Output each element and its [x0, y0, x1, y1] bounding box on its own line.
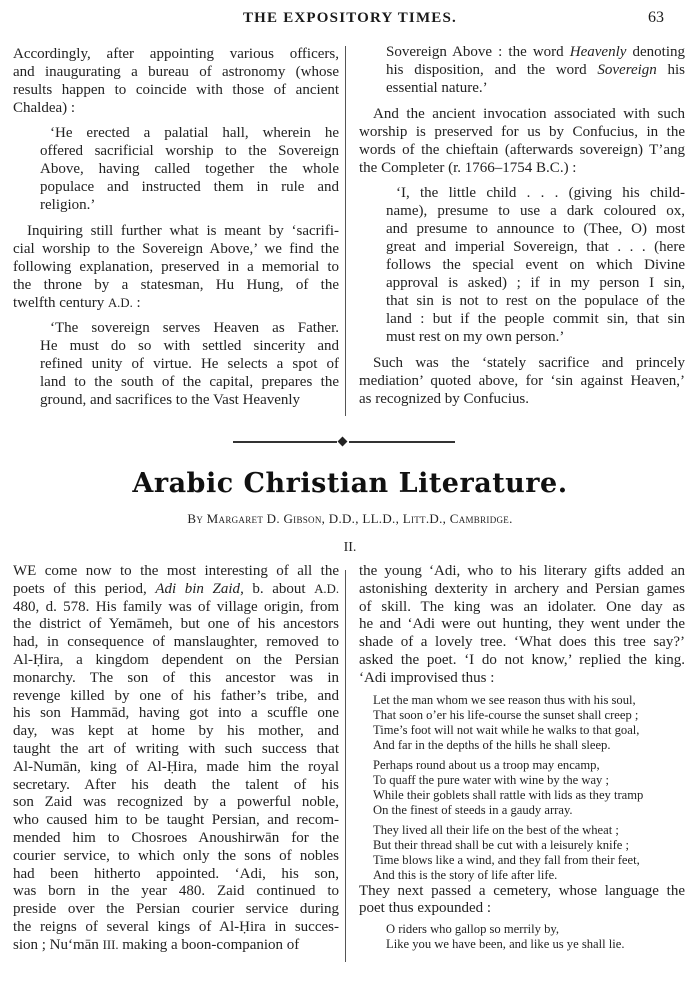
paragraph — [359, 354, 685, 408]
text-line: offered sacrificial worship to the Sovereign — [40, 143, 339, 159]
text-line: He must do so with settled sincerity and — [40, 338, 339, 354]
text-line: that sin is not to rest on the populace of the — [386, 293, 685, 309]
verse-stanza — [359, 758, 685, 818]
text-line: ground, and sacrifices to the Vast Heavenly — [40, 392, 301, 408]
text-line: following explanation, preserved in a memorial to — [13, 259, 339, 275]
text-line: as recognized by Confucius. — [359, 391, 529, 407]
text-line: poet thus expounded : — [359, 900, 492, 917]
text-line: Al-Numān, king of Al-Ḥira, made him the royal — [13, 758, 339, 775]
text-line: religion.’ — [40, 197, 96, 213]
block-quote — [359, 184, 685, 346]
text-line: Accordingly, after appointing various officers, — [13, 46, 339, 62]
article-title: Arabic Christian Literature. — [132, 468, 568, 499]
text-line: of skill. The king was an idolater. One day as — [359, 598, 685, 615]
text-line: he and ‘Adi were out hunting, they went under the — [359, 616, 685, 633]
text-line: his son Hammād, having got into a scuffle one — [13, 705, 339, 722]
text-segment: Sovereign Above : the word — [386, 44, 570, 60]
text-line: And far in the depths of the hills he shall sleep. — [373, 737, 611, 752]
text-line: follows the special event on which Divine — [386, 257, 685, 273]
top-right-column — [359, 43, 685, 408]
paragraph — [359, 563, 685, 688]
text-line: populace and instructed them in rule and — [40, 179, 339, 195]
text-line: the Completer (r. 1766–1754 B.C.) : — [359, 160, 577, 176]
diamond-ornament-icon — [338, 437, 348, 447]
text-line: day, was kept at home by his mother, and — [13, 723, 339, 740]
text-line: They next passed a cemetery, whose language the — [359, 882, 685, 899]
text-line: While their goblets shall rattle with lids as they tramp — [373, 787, 644, 802]
text-line: the district of Yemāmeh, but one of his ancestors — [13, 616, 339, 633]
text-line: Time’s foot will not wait while he walks to that goal, — [373, 722, 640, 737]
section-divider — [233, 441, 455, 443]
block-quote — [13, 319, 339, 409]
text-line: Let the man whom we see reason thus with his soul, — [373, 692, 636, 707]
text-line — [13, 937, 339, 955]
text-line: was born in the year 480. Zaid continued to — [13, 883, 339, 900]
page-number: 63 — [648, 9, 664, 26]
text-line: Chaldea) : — [13, 100, 76, 116]
text-line: 480, d. 578. His family was of village origin, from — [13, 598, 339, 615]
text-line — [386, 43, 685, 61]
text-line: To quaff the pure water with wine by the way ; — [373, 772, 609, 787]
top-left-column — [13, 45, 339, 409]
text-line: must rest on my own person.’ — [386, 329, 565, 345]
text-line: the reigns of several kings of Al-Ḥira in succes- — [13, 918, 339, 935]
text-line: revenge killed by one of his father’s tribe, and — [13, 687, 339, 704]
text-segment: : — [132, 295, 141, 311]
text-line: essential nature.’ — [386, 80, 488, 96]
text-line: name), presume to use a dark coloured ox, — [386, 203, 685, 219]
verse-stanza — [359, 693, 685, 753]
paragraph — [13, 45, 339, 117]
text-segment: sion ; Nu‘mān — [13, 936, 103, 953]
verse-stanza — [359, 823, 685, 883]
paragraph — [13, 222, 339, 312]
text-segment: twelfth century — [13, 295, 108, 311]
bottom-right-column — [359, 563, 685, 952]
text-line: On the finest of steeds in a gaudy array. — [373, 802, 573, 817]
text-line: Al-Ḥira, a kingdom dependent on the Persian — [13, 651, 339, 668]
text-line: cial worship to the Sovereign Above,’ we find the — [13, 241, 339, 257]
text-line: Inquiring still further what is meant by ‘sacrifi- — [27, 223, 339, 239]
text-line: WE come now to the most interesting of all the — [13, 563, 339, 579]
italic-text: Adi bin Zaid — [155, 580, 241, 597]
text-line: And the ancient invocation associated with such — [373, 106, 685, 122]
text-line — [386, 61, 685, 79]
text-line: great and imperial Sovereign, that . . . (here — [386, 239, 685, 255]
text-line: They lived all their life on the best of the wheat ; — [373, 822, 619, 837]
text-line: had been hitherto appointed. ‘Adi, his son, — [13, 865, 339, 882]
text-segment: his — [656, 62, 685, 78]
italic-text: Heavenly — [569, 44, 627, 60]
text-line: the young ‘Adi, who to his literary gifts added an — [359, 563, 685, 579]
text-line: ‘I, the little child . . . (giving his child- — [396, 185, 685, 201]
text-line: secretary. After his death the talent of his — [13, 776, 339, 793]
text-line: approval is asked) ; if in my person I sin, — [386, 275, 685, 291]
text-line: Like you we have been, and like us ye shall lie. — [386, 937, 625, 952]
article-byline: By Margaret D. Gibson, D.D., LL.D., Litt.D., Cambridge. — [187, 511, 513, 526]
text-line: mended him to Chosroes Anoushirwān for the — [13, 829, 339, 846]
paragraph — [13, 563, 339, 955]
paragraph — [359, 883, 685, 919]
text-line: ‘The sovereign serves Heaven as Father. — [50, 320, 339, 336]
text-line: son Zaid was recognized by a powerful noble, — [13, 794, 339, 811]
block-quote — [359, 43, 685, 97]
text-line: monarchy. The son of this ancestor was in — [13, 669, 339, 686]
text-line — [13, 581, 339, 599]
verse-stanza — [359, 922, 685, 952]
text-line: who caused him to be taught Persian, and recom- — [13, 812, 339, 829]
italic-text: Sovereign — [597, 62, 657, 78]
small-caps-text: A.D. — [107, 296, 133, 310]
text-line: Above, having called together the whole — [40, 161, 339, 177]
text-segment: making a boon-companion of — [118, 936, 300, 953]
text-line — [13, 294, 339, 312]
bottom-left-column — [13, 563, 339, 955]
column-rule-bottom — [345, 570, 346, 962]
text-line: Such was the ‘stately sacrifice and princely — [373, 355, 685, 371]
text-line: words of the chieftain (afterwards sovereign) T’ang — [359, 142, 685, 158]
paragraph — [359, 105, 685, 177]
text-line: Perhaps round about us a troop may encamp, — [373, 757, 600, 772]
article-part-number: II. — [343, 540, 357, 555]
text-line: And this is the story of life after life. — [373, 867, 558, 882]
block-quote — [13, 124, 339, 214]
text-line: land : but if the people commit sin, that sin — [386, 311, 685, 327]
text-segment: poets of this period, — [13, 580, 156, 597]
text-line: ‘He erected a palatial hall, wherein he — [50, 125, 339, 141]
text-line: astonishing dexterity in archery and Persian games — [359, 580, 685, 597]
text-segment: his disposition, and the word — [386, 62, 598, 78]
running-header: THE EXPOSITORY TIMES. — [242, 10, 458, 26]
text-line: land to the south of the capital, prepares the — [40, 374, 339, 390]
text-segment: , b. about — [240, 580, 315, 597]
text-line: and inaugurating a bureau of astronomy (whose — [13, 64, 339, 80]
text-line: worship is preserved for us by Confucius, in the — [359, 124, 685, 140]
small-caps-text: III. — [102, 937, 119, 952]
text-line: courier service, to which only the sons of nobles — [13, 847, 339, 864]
text-line: But their thread shall be cut with a leisurely knife ; — [373, 837, 630, 852]
text-segment: denoting — [626, 44, 685, 60]
small-caps-text: A.D. — [314, 581, 340, 596]
text-line: and presume to announce to (Thee, O) most — [386, 221, 685, 237]
text-line: taught the art of writing with such success that — [13, 740, 339, 757]
text-line: That soon o’er his life-course the sunset shall creep ; — [373, 707, 639, 722]
text-line: shade of a lovely tree. ‘What does this tree say?’ — [359, 634, 685, 651]
text-line: ‘Adi improvised thus : — [359, 669, 495, 686]
column-rule-top — [345, 46, 346, 416]
text-line: O riders who gallop so merrily by, — [386, 922, 560, 937]
text-line: refined unity of virtue. He selects a spot of — [40, 356, 339, 372]
text-line: asked the poet. ‘I do not know,’ replied the king. — [359, 651, 685, 668]
text-line: results happen to coincide with those of ancient — [13, 82, 339, 98]
text-line: mediation’ quoted above, for ‘sin against Heaven,’ — [359, 373, 685, 389]
text-line: had, in consequence of manslaughter, removed to — [13, 634, 339, 651]
text-line: the throne by a statesman, Hu Hung, of the — [13, 277, 339, 293]
text-line: preside over the Persian courier service during — [13, 901, 339, 918]
text-line: Time blows like a wind, and they fall from their feet, — [373, 852, 640, 867]
